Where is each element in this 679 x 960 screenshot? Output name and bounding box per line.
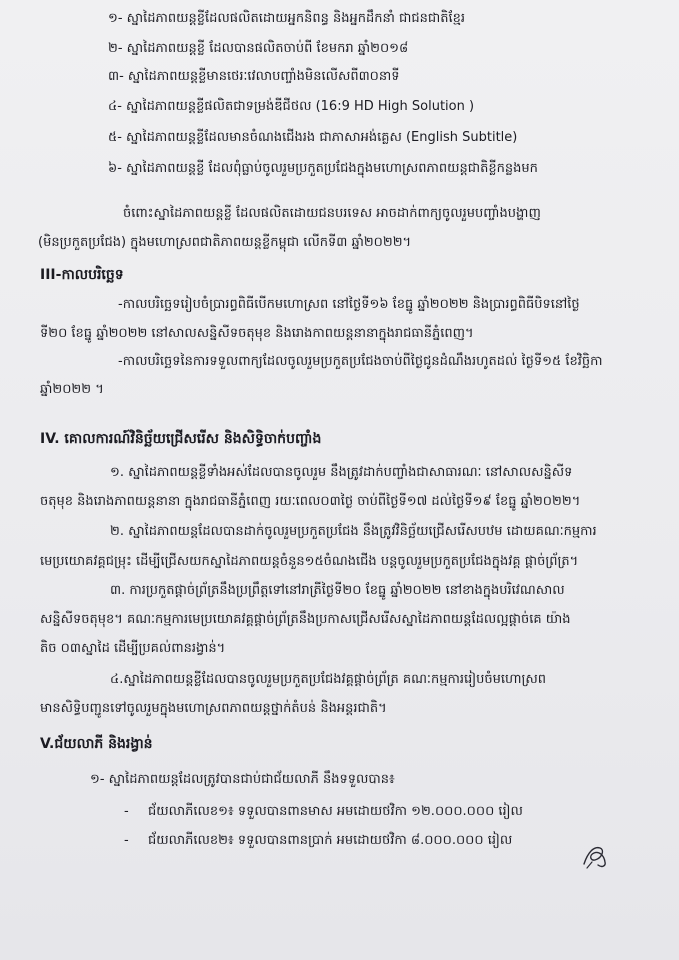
section-3-p1-line-2: ទី២០ ខែធ្នូ ឆ្នាំ២០២២ នៅសាលសន្និសីទចតុមុខ និងរោងកាពយន្តនានាក្នុងរាជធានីភ្នំពេញ។ [40, 326, 474, 341]
section-4-item-3-line-3: តិច ០៣ស្នាដៃ ដើម្បីប្រគល់ពានរង្វាន់។ [40, 641, 226, 656]
section-3-p1-line-1: -កាលបរិច្ឆេទរៀបចំប្រារព្ធពិធីបើកមហោស្រព នៅថ្ងៃទី១៦ ខែធ្នូ ឆ្នាំ២០២២ និងប្រារព្ធពិធីបិទនៅថ្ងៃ [118, 297, 580, 312]
section-4-item-1-line-2: ចតុមុខ និងរោងភាពយន្តនានា ក្នុងរាជធានីភ្នំពេញ រយៈពេល០៣ថ្ងៃ ចាប់ពីថ្ងៃទី១៧ ដល់ថ្ងៃទី១៩ ខែធ្នូ ឆ្នាំ២០២២។ [40, 494, 581, 509]
section-4-item-1-line-1: ១. ស្នាដៃភាពយន្តខ្លីទាំងអស់ដែលបានចូលរួម នឹងត្រូវដាក់បញ្ចាំងជាសាធារណៈ នៅសាលសន្និសីទ [110, 465, 573, 480]
criterion-5: ៥- ស្នាដៃភាពយន្តខ្លីដែលមានចំណងជើងរង ជាភាសាអង់គ្លេស (English Subtitle) [108, 130, 518, 145]
prize-item-2: ជ័យលាភីលេខ២៖ ទទួលបានពានប្រាក់ អមដោយថវិកា ៨.០០០.០០០ រៀល [148, 833, 513, 848]
prize-bullet-2: - [124, 833, 129, 848]
section-4-heading: IV. គោលការណ៍វិនិច្ឆ័យជ្រើសរើស និងសិទ្ធិចាក់បញ្ចាំង [40, 431, 322, 447]
section-5-heading: V.ជ័យលាភី និងរង្វាន់ [40, 736, 153, 752]
section-3-p2-line-2: ឆ្នាំ២០២២ ។ [40, 382, 104, 397]
section-3-p2-line-1: -កាលបរិច្ឆេទនៃការទទួលពាក្យដែលចូលរួមប្រកួតប្រជែងចាប់ពីថ្ងៃជូនដំណឹងរហូតដល់ ថ្ងៃទី១៥ ខែវិច្ឆិកា [118, 354, 603, 369]
section-3-heading: III-កាលបរិច្ឆេទ [40, 267, 124, 283]
criterion-2: ២- ស្នាដៃភាពយន្តខ្លី ដែលបានផលិតចាប់ពី ខែមករា ឆ្នាំ២០១៨ [108, 41, 409, 56]
section-5-intro: ១- ស្នាដៃភាពយន្តដែលត្រូវបានជាប់ជាជ័យលាភី នឹងទទួលបាន៖ [90, 772, 395, 787]
prize-item-1: ជ័យលាភីលេខ១៖ ទទួលបានពានមាស អមដោយថវិកា ១២.០០០.០០០ រៀល [148, 804, 523, 819]
criterion-4: ៤- ស្នាដៃភាពយន្តខ្លីផលិតជាទម្រង់ឌីជីថល (16:9 HD High Solution ) [108, 99, 475, 114]
foreign-note-line-2: (មិនប្រកួតប្រជែង) ក្នុងមហោស្រពជាតិភាពយន្តខ្លីកម្ពុជា លើកទី៣ ឆ្នាំ២០២២។ [38, 235, 412, 250]
signature-mark [578, 838, 612, 872]
criterion-6: ៦- ស្នាដៃភាពយន្តខ្លី ដែលពុំធ្លាប់ចូលរួមប្រកួតប្រជែងក្នុងមហោស្រពភាពយន្តជាតិខ្លីកន្លងមក [108, 161, 538, 176]
section-4-item-4-line-1: ៤.ស្នាដៃភាពយន្តខ្លីដែលបានចូលរួមប្រកួតប្រជែងវគ្គផ្តាច់ព្រ័ត្រ គណៈកម្មការរៀបចំមហោស្រព [110, 672, 547, 687]
criterion-3: ៣- ស្នាដៃភាពយន្តខ្លីមានថេរៈវេលាបញ្ចាំងមិនលើសពី៣០នាទី [108, 69, 400, 84]
section-4-item-2-line-1: ២. ស្នាដៃភាពយន្តដែលបានដាក់ចូលរួមប្រកួតប្រជែង នឹងត្រូវវិនិច្ឆ័យជ្រើសរើសបឋម ដោយគណៈកម្មការ [110, 524, 597, 539]
section-4-item-4-line-2: មានសិទ្ធិបញ្ជូនទៅចូលរួមក្នុងមហោស្រពភាពយន្តថ្នាក់តំបន់ និងអន្តរជាតិ។ [40, 701, 387, 716]
section-4-item-2-line-2: មេប្រយោគវគ្គជម្រុះ ដើម្បីជ្រើសយកស្នាដៃភាពយន្តចំនួន១៥ចំណងជើង បន្តចូលរួមប្រកួតប្រជែងក្នុងវគ្គ ផ្តាច់ព្រ័ត្រ។ [40, 554, 579, 569]
section-4-item-3-line-2: សន្និសីទចតុមុខ។ គណៈកម្មការមេប្រយោគវគ្គផ្តាច់ព្រ័ត្រនឹងប្រកាសជ្រើសរើសស្នាដៃភាពយន្តដែលល្អផ្តាច់គេ យ៉ាង [40, 612, 571, 627]
foreign-note-line-1: ចំពោះស្នាដៃភាពយន្តខ្លី ដែលផលិតដោយជនបរទេស អាចដាក់ពាក្យចូលរួមបញ្ចាំងបង្ហាញ [123, 206, 541, 221]
prize-bullet-1: - [124, 804, 129, 819]
criterion-1: ១- ស្នាដៃភាពយន្តខ្លីដែលផលិតដោយអ្នកនិពន្ធ និងអ្នកដឹកនាំ ជាជនជាតិខ្មែរ [108, 11, 466, 26]
section-4-item-3-line-1: ៣. ការប្រកួតផ្តាច់ព្រ័ត្រនឹងប្រព្រឹត្តទៅនៅរាត្រីថ្ងៃទី២០ ខែធ្នូ ឆ្នាំ២០២២ នៅខាងក្នុងបរិវេណសាល [110, 583, 565, 598]
